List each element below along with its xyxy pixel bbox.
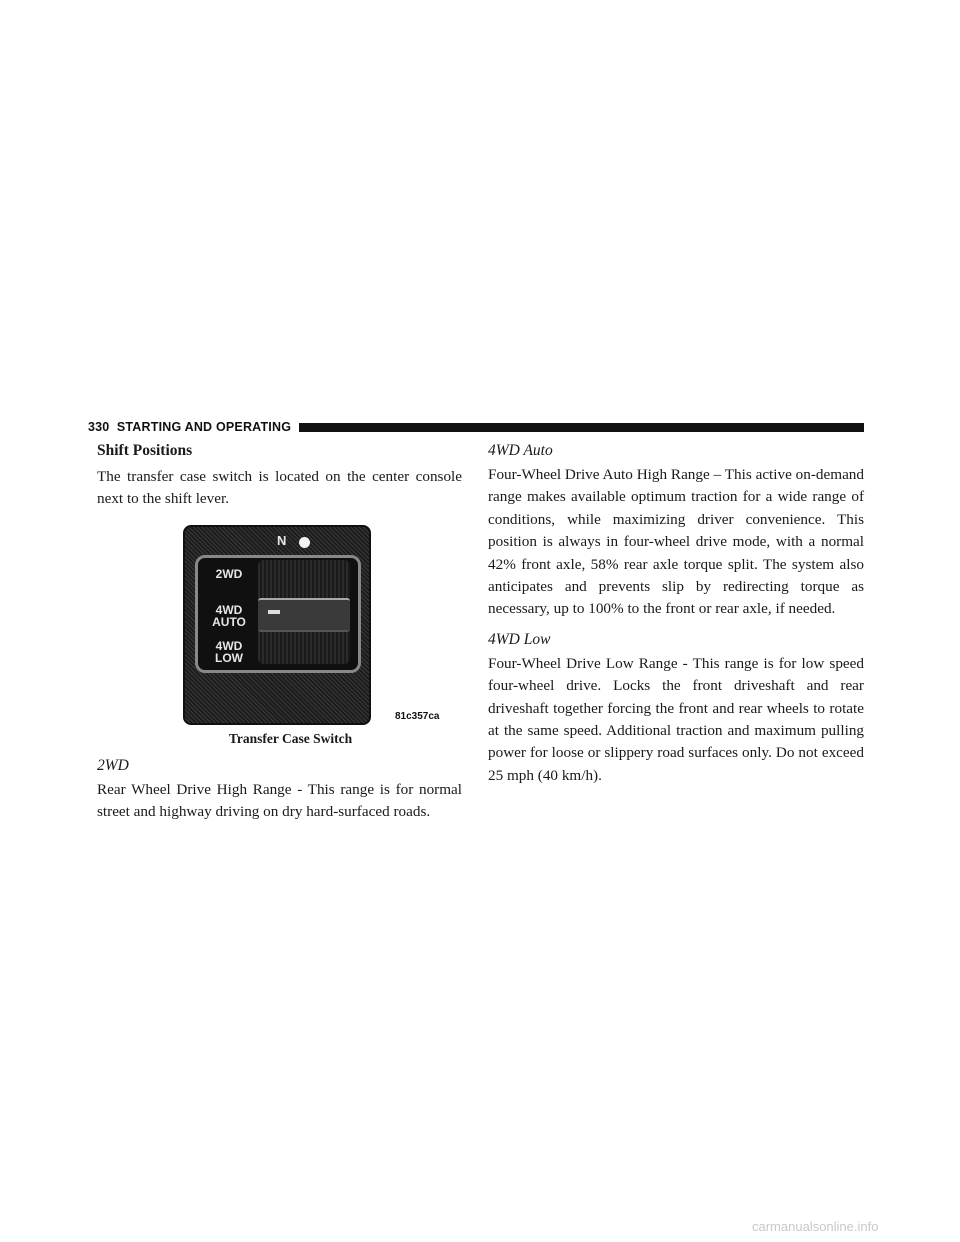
page-number: 330 — [88, 420, 110, 434]
transfer-case-figure — [183, 525, 473, 725]
page-header — [88, 420, 864, 434]
label-4wd-auto: 4WD AUTO — [212, 602, 246, 629]
switch-knob — [258, 598, 350, 632]
header-rule — [299, 423, 864, 432]
figure-code: 81c357ca — [395, 710, 440, 722]
mode-4wd-auto-text: Four-Wheel Drive Auto High Range – This active on-demand range makes available optimum traction for a wide range of conditions, while maximizing driver convenience. This position is always in four-wheel drive mode, with a normal 42% front axle, 58% rear axle torque split. The system also anticipates and prevents slip by redirecting torque as necessary, up to 100% to the front or rear axle, if needed. — [488, 466, 864, 618]
mode-2wd-heading: 2WD — [97, 756, 129, 774]
label-2wd: 2WD — [215, 566, 243, 581]
knob-indicator — [268, 610, 280, 614]
switch-plate — [183, 525, 371, 725]
mode-4wd-low-text: Four-Wheel Drive Low Range - This range is for low speed four-wheel drive. Locks the front driveshaft and rear driveshaft together forcing the front and rear wheels to rotate at the same speed. Additional traction and maximum pulling power for loose or slippery road surfaces only. Do not exceed 25 mph (40 km/h). — [488, 654, 864, 784]
right-column — [488, 440, 864, 795]
section-title: STARTING AND OPERATING — [116, 420, 292, 434]
figure-caption: Transfer Case Switch — [228, 730, 353, 746]
neutral-indicator-icon — [299, 537, 310, 548]
mode-4wd-auto-heading: 4WD Auto — [488, 442, 553, 459]
watermark: carmanualsonline.info — [752, 1219, 879, 1234]
label-neutral: N — [277, 532, 287, 548]
mode-2wd-text: Rear Wheel Drive High Range - This range is for normal street and highway driving on dry hard-surfaced roads. — [97, 780, 462, 821]
intro-paragraph: The transfer case switch is located on the center console next to the shift lever. — [97, 468, 462, 508]
section-heading: Shift Positions — [97, 442, 193, 459]
left-column — [97, 440, 462, 832]
header-text — [88, 420, 299, 434]
mode-4wd-low-heading: 4WD Low — [488, 630, 551, 648]
label-4wd-low: 4WD LOW — [215, 638, 243, 665]
switch-panel — [195, 555, 361, 673]
